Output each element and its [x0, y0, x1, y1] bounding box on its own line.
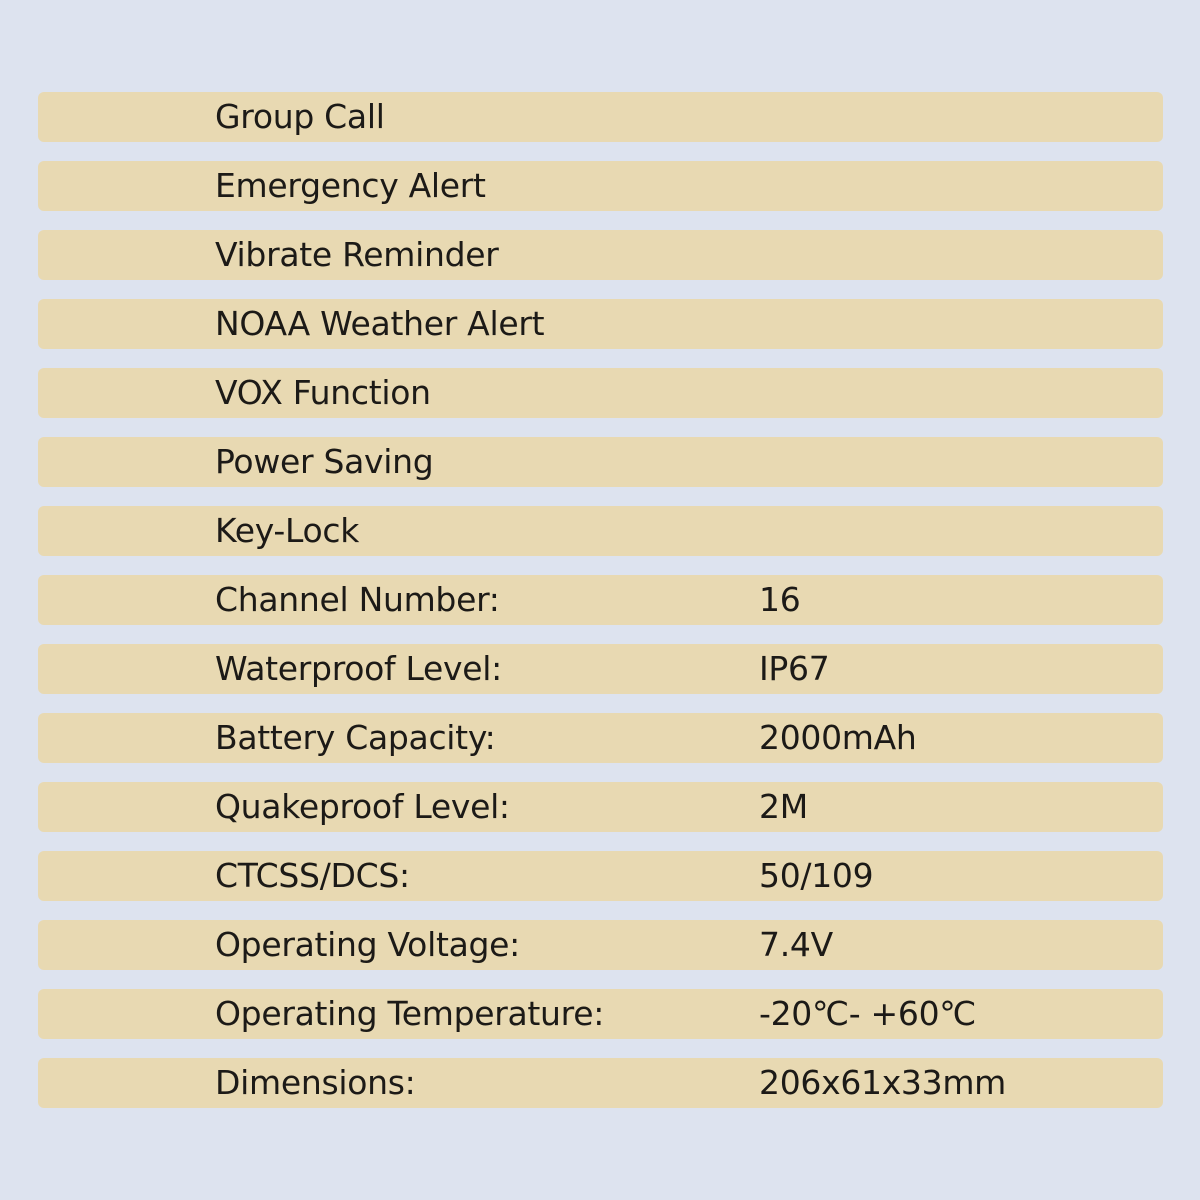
spec-value: IP67 [759, 649, 830, 688]
feature-row-key-lock [38, 506, 1163, 556]
spec-row-dimensions [38, 1058, 1163, 1108]
feature-label: Power Saving [215, 442, 434, 481]
feature-row-vibrate-reminder [38, 230, 1163, 280]
spec-value: 7.4V [759, 925, 833, 964]
spec-row-quakeproof-level [38, 782, 1163, 832]
feature-row-noaa-weather-alert [38, 299, 1163, 349]
spec-label: CTCSS/DCS: [215, 856, 410, 895]
feature-label: Vibrate Reminder [215, 235, 499, 274]
spec-row-operating-voltage [38, 920, 1163, 970]
feature-row-group-call [38, 92, 1163, 142]
spec-table [38, 92, 1163, 1127]
feature-row-vox-function [38, 368, 1163, 418]
spec-value: 206x61x33mm [759, 1063, 1007, 1102]
spec-value: 50/109 [759, 856, 874, 895]
spec-label: Channel Number: [215, 580, 500, 619]
feature-label: Emergency Alert [215, 166, 486, 205]
feature-label: NOAA Weather Alert [215, 304, 545, 343]
spec-value: -20℃- +60℃ [759, 994, 977, 1033]
feature-label: Key-Lock [215, 511, 360, 550]
spec-label: Quakeproof Level: [215, 787, 510, 826]
spec-value: 2000mAh [759, 718, 917, 757]
feature-label: VOX Function [215, 373, 431, 412]
spec-label: Operating Voltage: [215, 925, 520, 964]
spec-value: 16 [759, 580, 801, 619]
spec-row-waterproof-level [38, 644, 1163, 694]
spec-row-ctcss-dcs [38, 851, 1163, 901]
spec-row-channel-number [38, 575, 1163, 625]
feature-label: Group Call [215, 97, 385, 136]
spec-label: Operating Temperature: [215, 994, 605, 1033]
feature-row-emergency-alert [38, 161, 1163, 211]
spec-label: Dimensions: [215, 1063, 416, 1102]
feature-row-power-saving [38, 437, 1163, 487]
spec-row-battery-capacity [38, 713, 1163, 763]
spec-value: 2M [759, 787, 808, 826]
spec-row-operating-temperature [38, 989, 1163, 1039]
spec-label: Battery Capacity: [215, 718, 496, 757]
spec-label: Waterproof Level: [215, 649, 502, 688]
